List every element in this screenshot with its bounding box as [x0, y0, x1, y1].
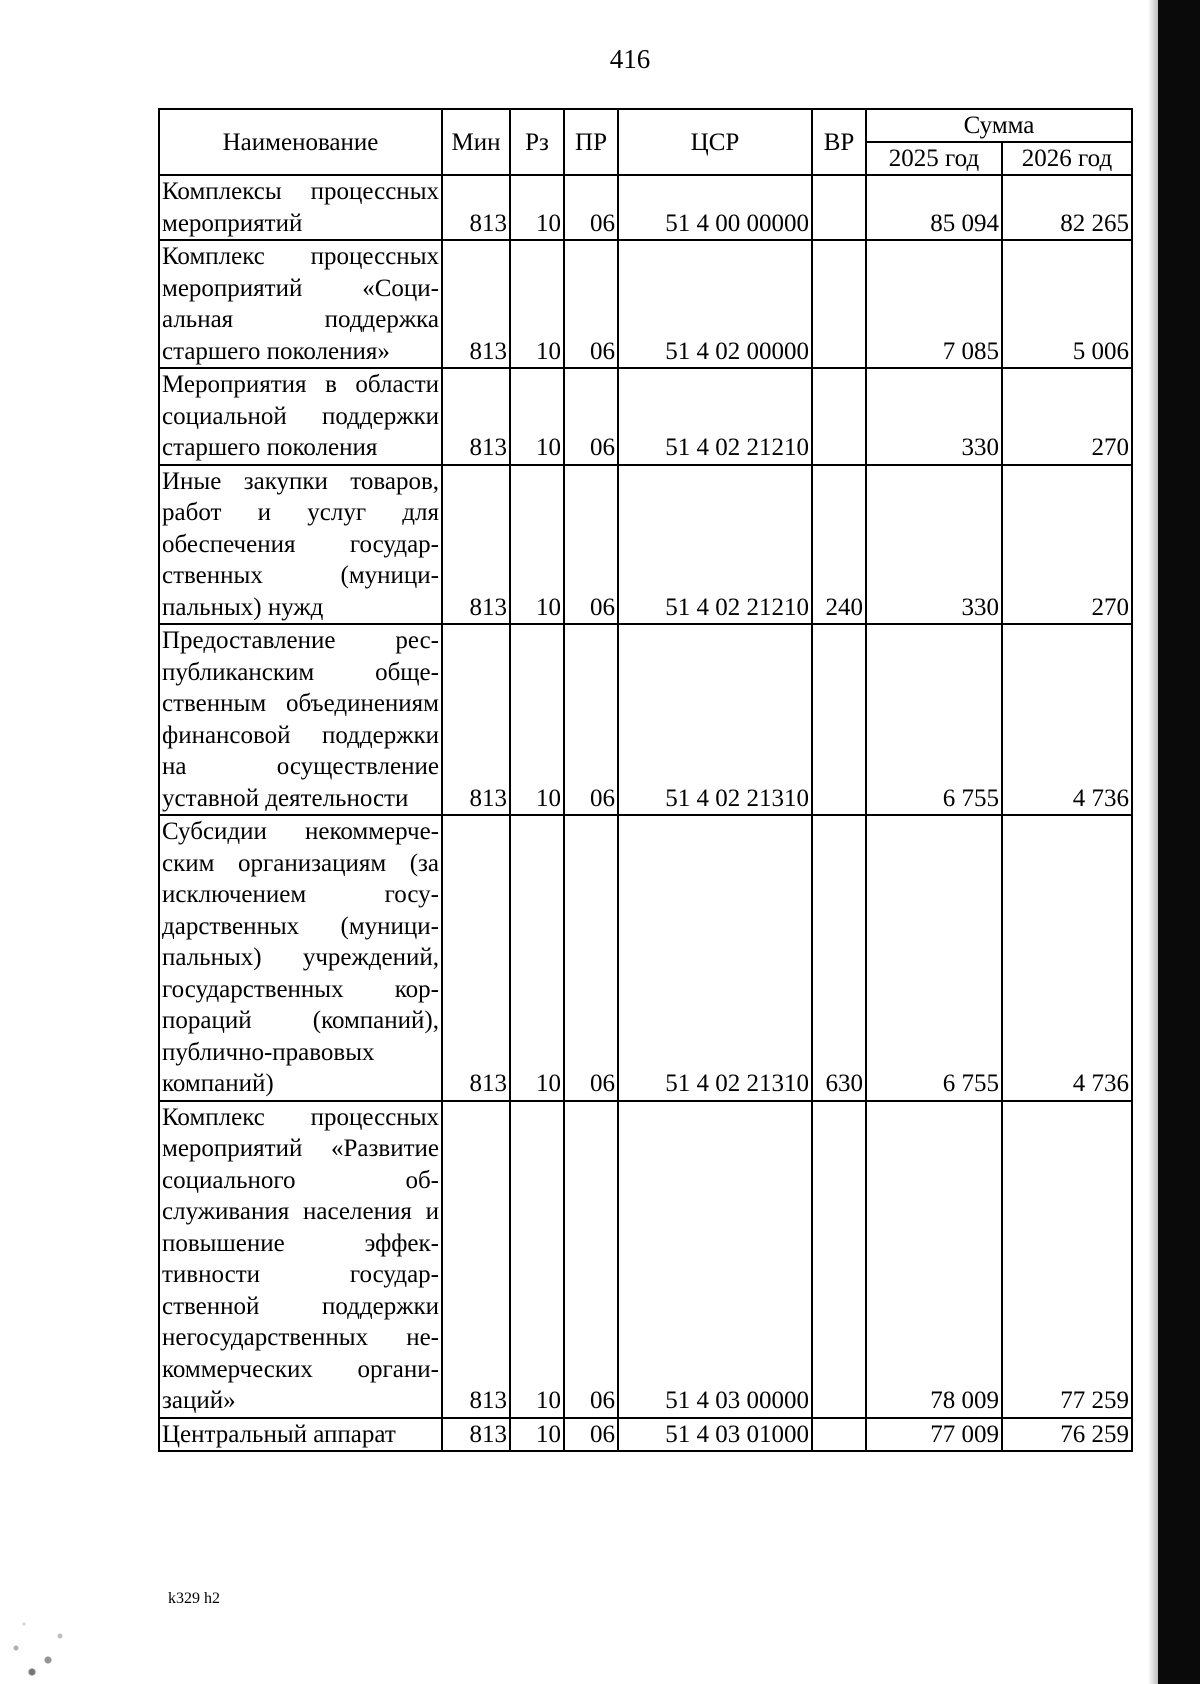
cell-vr: [812, 1418, 866, 1452]
cell-name: Комплекс процессных мероприятий «Социальная поддержка старшего поколения»: [159, 240, 442, 368]
cell-rz: 10: [510, 465, 564, 625]
cell-pr: 06: [564, 368, 618, 465]
cell-sum-2026: 82 265: [1002, 175, 1132, 240]
cell-csr: 51 4 00 00000: [618, 175, 812, 240]
header-csr: ЦСР: [618, 109, 812, 175]
table-header: [159, 109, 1132, 175]
table-row: [159, 624, 1132, 815]
cell-min: 813: [442, 175, 510, 240]
cell-vr: [812, 175, 866, 240]
cell-name: Субсидии некоммерческим организациям (за исключением государственных (муниципальных) учреждений, государственных корпораций (компаний), публично-правовых компаний): [159, 815, 442, 1101]
cell-sum-2025: 6 755: [866, 815, 1002, 1101]
cell-vr: [812, 1101, 866, 1418]
cell-name: Комплексы процессных мероприятий: [159, 175, 442, 240]
cell-min: 813: [442, 1101, 510, 1418]
cell-rz: 10: [510, 240, 564, 368]
cell-min: 813: [442, 368, 510, 465]
cell-vr: 630: [812, 815, 866, 1101]
cell-name: Мероприятия в области социальной поддержки старшего поколения: [159, 368, 442, 465]
cell-vr: [812, 368, 866, 465]
cell-min: 813: [442, 624, 510, 815]
table-body: [159, 175, 1132, 1451]
page-number: 416: [609, 44, 651, 74]
cell-rz: 10: [510, 175, 564, 240]
cell-sum-2026: 77 259: [1002, 1101, 1132, 1418]
cell-min: 813: [442, 465, 510, 625]
cell-vr: 240: [812, 465, 866, 625]
cell-sum-2026: 5 006: [1002, 240, 1132, 368]
header-vr: ВР: [812, 109, 866, 175]
scan-dark-edge: [1158, 0, 1200, 1684]
cell-sum-2025: 330: [866, 368, 1002, 465]
cell-sum-2025: 78 009: [866, 1101, 1002, 1418]
table-row: [159, 465, 1132, 625]
cell-pr: 06: [564, 465, 618, 625]
cell-pr: 06: [564, 815, 618, 1101]
header-min: Мин: [442, 109, 510, 175]
cell-rz: 10: [510, 815, 564, 1101]
cell-rz: 10: [510, 1101, 564, 1418]
cell-sum-2026: 4 736: [1002, 815, 1132, 1101]
cell-vr: [812, 624, 866, 815]
cell-name: Центральный аппарат: [159, 1418, 442, 1452]
cell-vr: [812, 240, 866, 368]
cell-csr: 51 4 02 00000: [618, 240, 812, 368]
table-row: [159, 1101, 1132, 1418]
cell-pr: 06: [564, 175, 618, 240]
cell-sum-2026: 270: [1002, 465, 1132, 625]
cell-pr: 06: [564, 1418, 618, 1452]
cell-name: Иные закупки товаров, работ и услуг для обеспечения государственных (муниципальных) нужд: [159, 465, 442, 625]
header-name: Наименование: [159, 109, 442, 175]
cell-sum-2025: 7 085: [866, 240, 1002, 368]
cell-sum-2025: 330: [866, 465, 1002, 625]
scan-noise: [0, 1564, 80, 1684]
cell-csr: 51 4 02 21310: [618, 624, 812, 815]
cell-csr: 51 4 03 00000: [618, 1101, 812, 1418]
scan-edge-shadow: [1148, 0, 1158, 1684]
header-pr: ПР: [564, 109, 618, 175]
cell-min: 813: [442, 240, 510, 368]
header-rz: Рз: [510, 109, 564, 175]
table-row: [159, 815, 1132, 1101]
cell-sum-2025: 6 755: [866, 624, 1002, 815]
cell-sum-2025: 77 009: [866, 1418, 1002, 1452]
cell-name: Комплекс процессных мероприятий «Развитие социального обслуживания населения и повышение эффективности государственной поддержки негосударственных некоммерческих организаций»: [159, 1101, 442, 1418]
cell-pr: 06: [564, 1101, 618, 1418]
cell-min: 813: [442, 1418, 510, 1452]
budget-table: [158, 108, 1133, 1452]
cell-csr: 51 4 03 01000: [618, 1418, 812, 1452]
cell-rz: 10: [510, 624, 564, 815]
cell-csr: 51 4 02 21210: [618, 368, 812, 465]
cell-rz: 10: [510, 368, 564, 465]
footer-code: k329 h2: [168, 1590, 220, 1607]
header-year-2026: 2026 год: [1002, 142, 1132, 175]
cell-sum-2026: 4 736: [1002, 624, 1132, 815]
header-sum: Сумма: [866, 109, 1132, 142]
cell-pr: 06: [564, 624, 618, 815]
table-row: [159, 368, 1132, 465]
header-year-2025: 2025 год: [866, 142, 1002, 175]
cell-rz: 10: [510, 1418, 564, 1452]
cell-csr: 51 4 02 21210: [618, 465, 812, 625]
table-row: [159, 175, 1132, 240]
cell-sum-2026: 76 259: [1002, 1418, 1132, 1452]
cell-pr: 06: [564, 240, 618, 368]
cell-csr: 51 4 02 21310: [618, 815, 812, 1101]
cell-name: Предоставление республиканским общественным объединениям финансовой поддержки на осуществление уставной деятельности: [159, 624, 442, 815]
cell-sum-2026: 270: [1002, 368, 1132, 465]
cell-sum-2025: 85 094: [866, 175, 1002, 240]
table-row: [159, 240, 1132, 368]
cell-min: 813: [442, 815, 510, 1101]
table-row: [159, 1418, 1132, 1452]
